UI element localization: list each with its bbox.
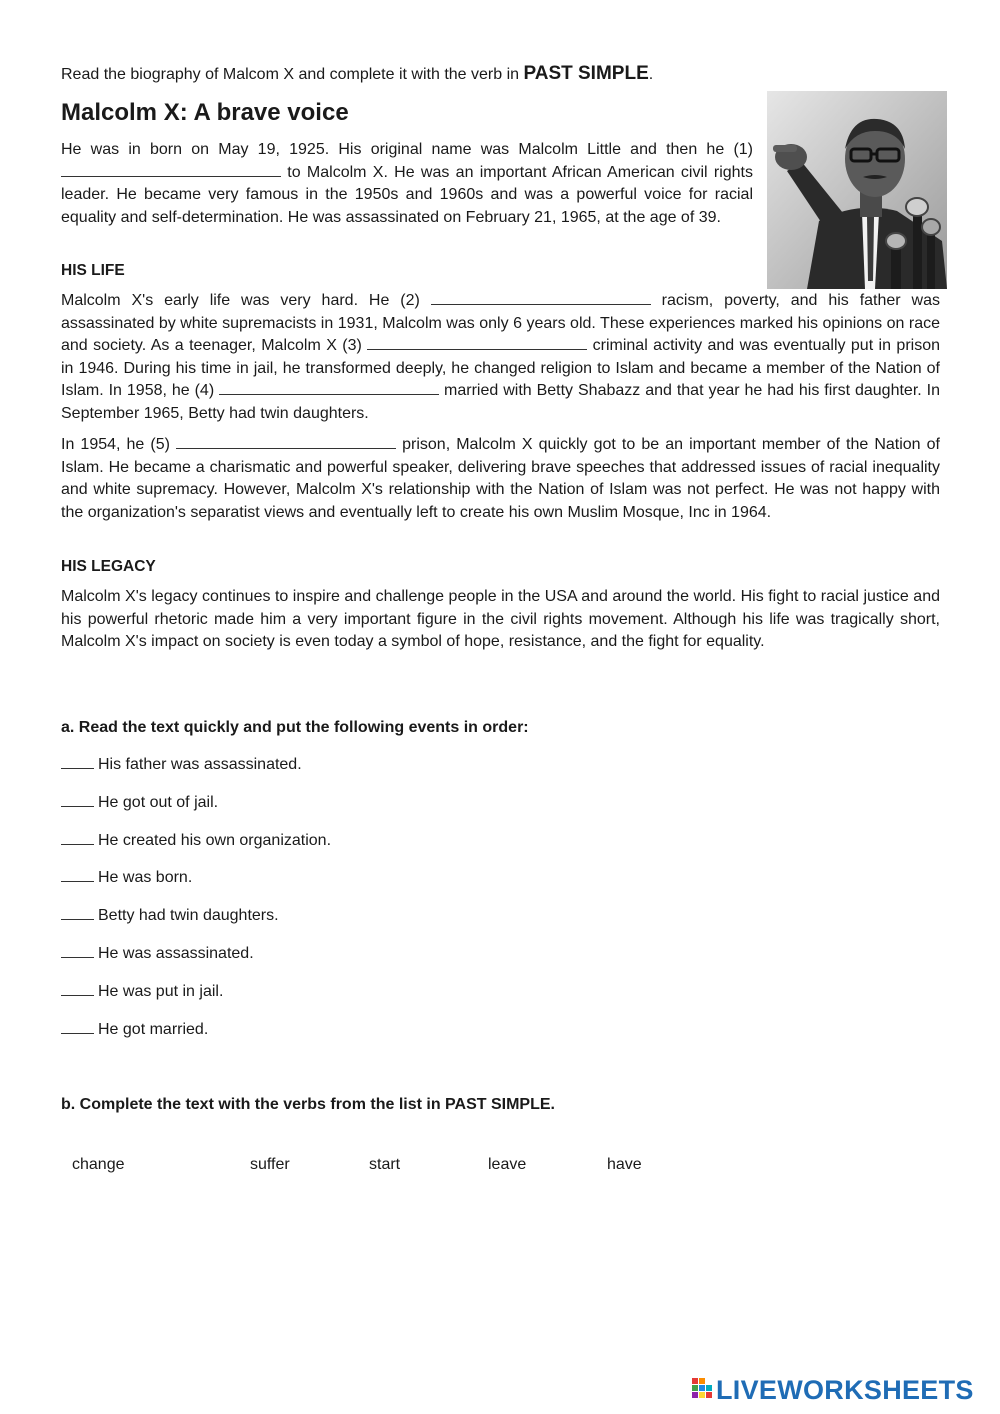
list-item bbox=[61, 1019, 331, 1057]
verb-start: start bbox=[369, 1156, 401, 1173]
intro-paragraph bbox=[61, 139, 753, 229]
life-text-4: married with Betty Shabazz and that year he had his first daughter. In September 1965, Betty had twin daughters. bbox=[61, 382, 940, 422]
liveworksheets-logo[interactable] bbox=[692, 1376, 974, 1404]
life-text-5: In 1954, he (5) bbox=[61, 436, 177, 453]
verb-leave: leave bbox=[488, 1156, 527, 1173]
list-item bbox=[61, 943, 331, 981]
life-text-2: racism, poverty, and his father was assassinated by white supremacists in 1931, Malcolm was only 6 years old. These experiences marked his opinions on race and society. As a teenager, Malcolm X (3) bbox=[61, 292, 940, 355]
list-item bbox=[61, 905, 331, 943]
his-life-heading: HIS LIFE bbox=[61, 262, 125, 279]
order-blank[interactable] bbox=[61, 981, 94, 996]
instruction-emphasis: PAST SIMPLE bbox=[523, 63, 649, 84]
life-text-3: criminal activity and was eventually put in prison in 1946. During his time in jail, he transformed deeply, he changed religion to Islam and became a member of the Nation of Islam. In 1958, he (4) bbox=[61, 337, 940, 400]
legacy-paragraph: Malcolm X's legacy continues to inspire and challenge people in the USA and around the world. His fight to racial justice and his powerful rhetoric made him a very important figure in the civil rights movement. Although his life was tragically short, Malcolm X's impact on society is even today a symbol of hope, resistance, and the fight for equality. bbox=[61, 588, 940, 651]
event-text: He created his own organization. bbox=[98, 831, 332, 849]
list-item bbox=[61, 792, 331, 830]
order-blank[interactable] bbox=[61, 867, 94, 882]
blank-2[interactable] bbox=[431, 290, 651, 305]
list-item bbox=[61, 754, 331, 792]
blank-5[interactable] bbox=[176, 434, 396, 449]
list-item bbox=[61, 830, 331, 868]
order-blank[interactable] bbox=[61, 905, 94, 920]
life-paragraph-2 bbox=[61, 434, 940, 524]
list-item bbox=[61, 981, 331, 1019]
order-blank[interactable] bbox=[61, 1019, 94, 1034]
event-text: He got out of jail. bbox=[98, 793, 219, 811]
verb-suffer: suffer bbox=[250, 1156, 290, 1173]
life-text-6: prison, Malcolm X quickly got to be an important member of the Nation of Islam. He became a charismatic and powerful speaker, delivering brave speeches that addressed issues of racial inequality and white supremacy. However, Malcolm X's relationship with the Nation of Islam was not perfect. He was not happy with the organization's separatist views and eventually left to create his own Muslim Mosque, Inc in 1964. bbox=[61, 436, 941, 521]
event-text: He was put in jail. bbox=[98, 982, 224, 1000]
his-legacy-heading: HIS LEGACY bbox=[61, 558, 156, 575]
page-title: Malcolm X: A brave voice bbox=[61, 99, 349, 126]
order-blank[interactable] bbox=[61, 754, 94, 769]
event-text: He was assassinated. bbox=[98, 944, 254, 962]
blank-1[interactable] bbox=[61, 162, 281, 177]
exercise-a-prompt: a. Read the text quickly and put the following events in order: bbox=[61, 719, 529, 736]
event-text: His father was assassinated. bbox=[98, 756, 302, 773]
portrait-illustration bbox=[767, 91, 947, 289]
liveworksheets-logo-icon bbox=[692, 1378, 714, 1402]
event-text: He was born. bbox=[98, 869, 193, 887]
instruction-end: . bbox=[648, 66, 654, 83]
brand-name: LIVEWORKSHEETS bbox=[716, 1375, 974, 1405]
order-blank[interactable] bbox=[61, 792, 94, 807]
life-paragraph-1 bbox=[61, 290, 940, 426]
exercise-b-prompt: b. Complete the text with the verbs from the list in PAST SIMPLE. bbox=[61, 1096, 555, 1113]
malcolm-x-photo bbox=[767, 91, 947, 289]
event-text: He got married. bbox=[98, 1020, 209, 1038]
life-text-1: Malcolm X's early life was very hard. He (2) bbox=[61, 292, 431, 309]
order-blank[interactable] bbox=[61, 830, 94, 845]
event-text: Betty had twin daughters. bbox=[98, 907, 279, 925]
verb-have: have bbox=[607, 1156, 642, 1173]
instruction-line bbox=[61, 62, 653, 87]
order-blank[interactable] bbox=[61, 943, 94, 958]
intro-text-1: He was in born on May 19, 1925. His original name was Malcolm Little and then he (1) bbox=[61, 141, 753, 158]
instruction-text: Read the biography of Malcom X and complete it with the verb in bbox=[61, 66, 524, 83]
list-item bbox=[61, 867, 331, 905]
verb-bank bbox=[0, 1154, 1000, 1178]
blank-3[interactable] bbox=[367, 335, 587, 350]
intro-text-2: to Malcolm X. He was an important African American civil rights leader. He became very famous in the 1950s and 1960s and was a powerful voice for racial equality and self-determination. He was assassinated on February 21, 1965, at the age of 39. bbox=[61, 163, 753, 226]
blank-4[interactable] bbox=[219, 380, 439, 395]
verb-change: change bbox=[72, 1156, 125, 1173]
events-list bbox=[61, 754, 331, 1056]
